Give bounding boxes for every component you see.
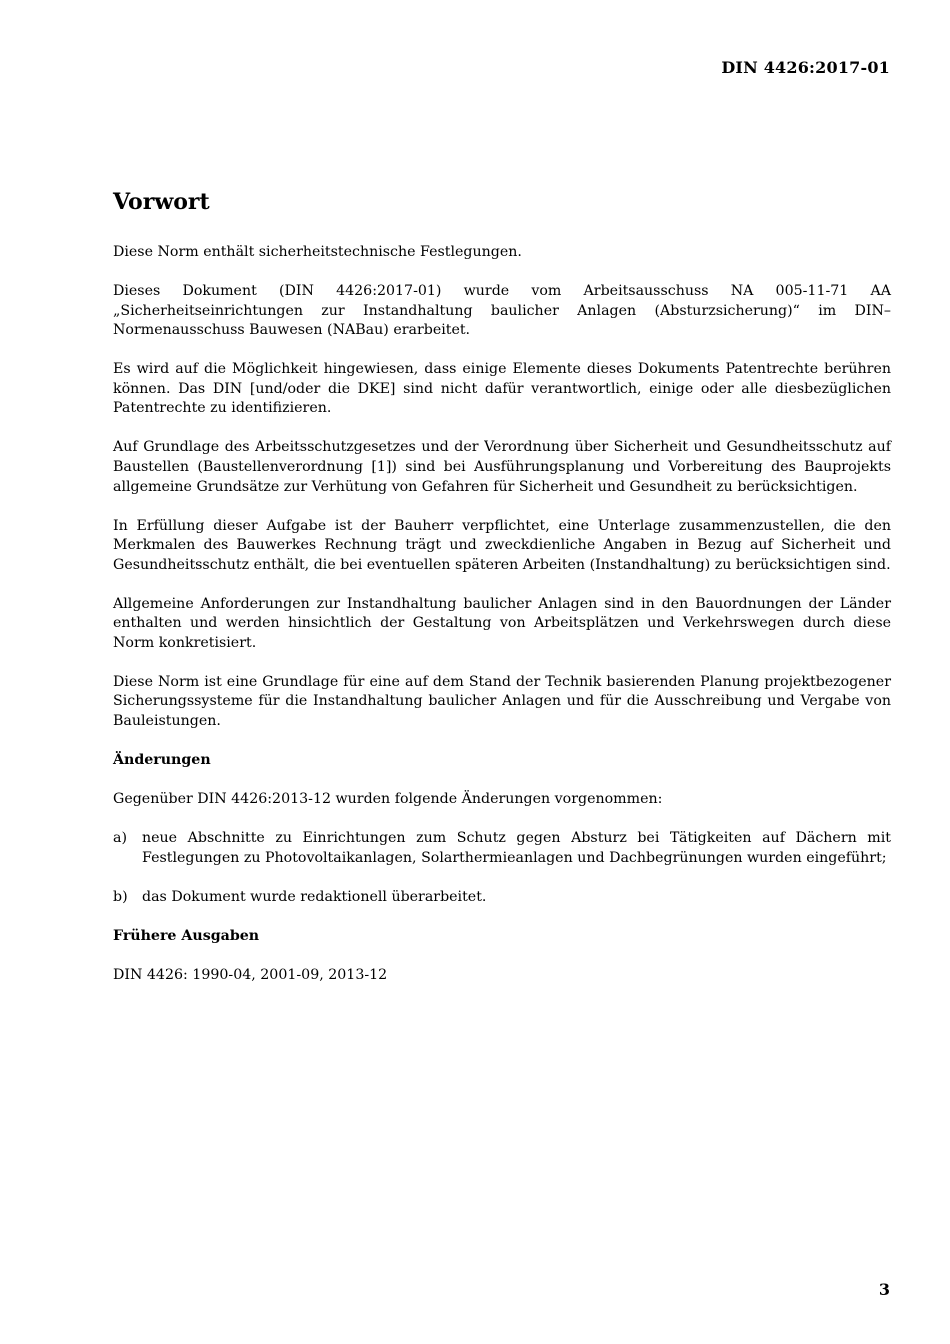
foreword-section <box>113 186 891 1005</box>
paragraph: Allgemeine Anforderungen zur Instandhaltung baulicher Anlagen sind in den Bauordnungen der Länder enthalten und werden hinsichtlich der Gestaltung von Arbeitsplätzen und Verkehrswegen durch diese Norm konkretisiert. <box>113 595 891 651</box>
paragraph: Es wird auf die Möglichkeit hingewiesen, dass einige Elemente dieses Dokuments Patentrechte berühren können. Das DIN [und/oder die DKE] sind nicht dafür verantwortlich, einige oder alle diesbezüglichen Patentrechte zu identifizieren. <box>113 361 891 417</box>
list-item <box>113 888 891 908</box>
changes-intro: Gegenüber DIN 4426:2013-12 wurden folgende Änderungen vorgenommen: <box>113 791 663 807</box>
previous-editions-heading: Frühere Ausgaben <box>113 927 260 944</box>
changes-heading: Änderungen <box>113 752 211 769</box>
previous-editions-text: DIN 4426: 1990-04, 2001-09, 2013-12 <box>113 966 388 983</box>
paragraph: Auf Grundlage des Arbeitsschutzgesetzes und der Verordnung über Sicherheit und Gesundheitsschutz auf Baustellen (Baustellenverordnung [1]) sind bei Ausführungsplanung und Vorbereitung des Bauprojekts allgemeine Grundsätze zur Verhütung von Gefahren für Sicherheit und Gesundheit zu berücksichtigen. <box>113 439 891 495</box>
list-item-text: das Dokument wurde redaktionell überarbeitet. <box>142 888 487 905</box>
section-title: Vorwort <box>113 189 210 215</box>
list-item-text: neue Abschnitte zu Einrichtungen zum Schutz gegen Absturz bei Tätigkeiten auf Dächern mit Festlegungen zu Photovoltaikanlagen, Solarthermieanlagen und Dachbegrünungen wurden eingeführt; <box>142 829 891 866</box>
paragraph: In Erfüllung dieser Aufgabe ist der Bauherr verpflichtet, eine Unterlage zusammenzustellen, die den Merkmalen des Bauwerkes Rechnung trägt und zweckdienliche Angaben in Bezug auf Sicherheit und Gesundheitsschutz enthält, die bei eventuellen späteren Arbeiten (Instandhaltung) zu berücksichtigen sind. <box>113 517 891 573</box>
list-item <box>113 829 891 868</box>
list-item-label: a) <box>113 829 127 846</box>
page-number: 3 <box>878 1280 890 1299</box>
document-id: DIN 4426:2017-01 <box>721 58 890 77</box>
list-item-label: b) <box>113 888 128 905</box>
paragraph: Dieses Dokument (DIN 4426:2017-01) wurde vom Arbeitsausschuss NA 005-11-71 AA „Sicherheitseinrichtungen zur Instandhaltung baulicher Anlagen (Absturzsicherung)“ im DIN–Normenausschuss Bauwesen (NABau) erarbeitet. <box>113 282 891 339</box>
paragraph: Diese Norm enthält sicherheitstechnische Festlegungen. <box>113 244 522 260</box>
paragraph: Diese Norm ist eine Grundlage für eine auf dem Stand der Technik basierenden Planung projektbezogener Sicherungssysteme für die Instandhaltung baulicher Anlagen und für die Ausschreibung und Vergabe von Bauleistungen. <box>113 673 891 730</box>
